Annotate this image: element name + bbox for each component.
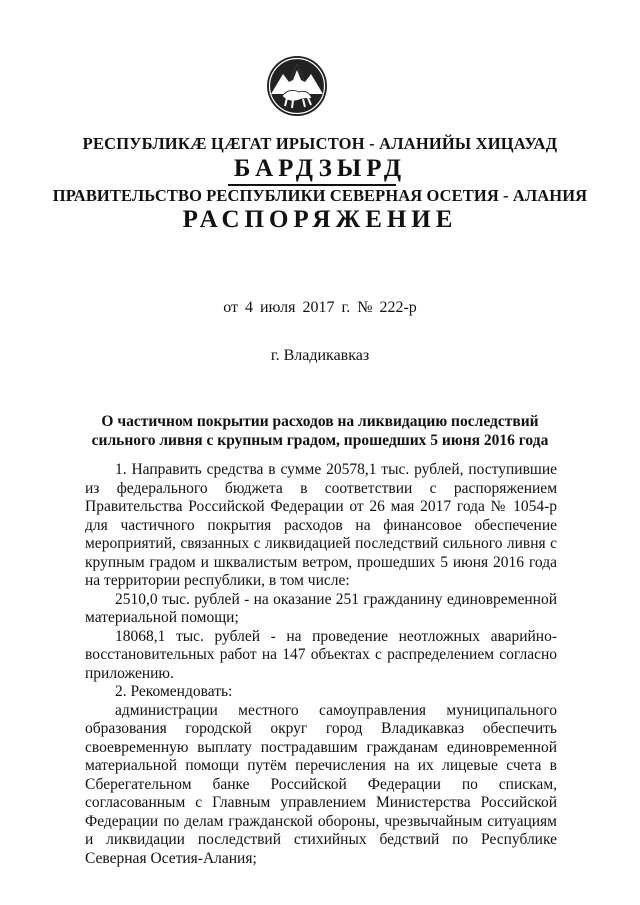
paragraph-5: администрации местного самоуправления муниципального образования городской округ город Владикавказ обеспечить своевременную выплату пострадавшим гражданам единовременной материальной помощи путём перечисления на их лицевые счета в Сберегательном банке Российской Федерации по спискам, согласованным с Главным управлением Министерства Российской Федерации по делам гражданской обороны, чрезвычайным ситуациям и ликвидации последствий стихийных бедствий по Республике Северная Осетия-Алания; (85, 701, 557, 867)
paragraph-4: 2. Рекомендовать: (115, 683, 233, 700)
document-body (85, 461, 557, 868)
header-ossetian-government: РЕСПУБЛИКÆ ЦÆГАТ ИРЫСТОН - АЛАНИЙЫ ХИЦАУАД (82, 134, 558, 153)
document-type-title: РАСПОРЯЖЕНИЕ (182, 206, 458, 233)
document-date-number: от 4 июля 2017 г. № 222-р (223, 299, 417, 316)
coat-of-arms-emblem (265, 54, 329, 118)
paragraph-1: 1. Направить средства в сумме 20578,1 тыс. рублей, поступившие из федерального бюджета в соответствии с распоряжением Правительства Российской Федерации от 26 мая 2017 года № 1054-р для частичного покрытия расходов на финансовое обеспечение мероприятий, связанных с ликвидацией последствий сильного ливня с крупным градом и шквалистым ветром, прошедших 5 июня 2016 года на территории республики, в том числе: (85, 461, 557, 589)
paragraph-2: 2510,0 тыс. рублей - на оказание 251 гражданину единовременной материальной помощи; (85, 590, 557, 626)
header-ossetian-order: БАРДЗЫРД (233, 155, 407, 182)
header-government-name: ПРАВИТЕЛЬСТВО РЕСПУБЛИКИ СЕВЕРНАЯ ОСЕТИЯ - АЛАНИЯ (52, 186, 588, 205)
paragraph-3: 18068,1 тыс. рублей - на проведение неотложных аварийно-восстановительных работ на 147 объектах с распределением согласно приложению. (85, 627, 557, 682)
document-subject-line-2: сильного ливня с крупным градом, прошедших 5 июня 2016 года (91, 432, 549, 449)
document-city: г. Владикавказ (270, 347, 370, 364)
document-subject-line-1: О частичном покрытии расходов на ликвидацию последствий (101, 413, 539, 430)
